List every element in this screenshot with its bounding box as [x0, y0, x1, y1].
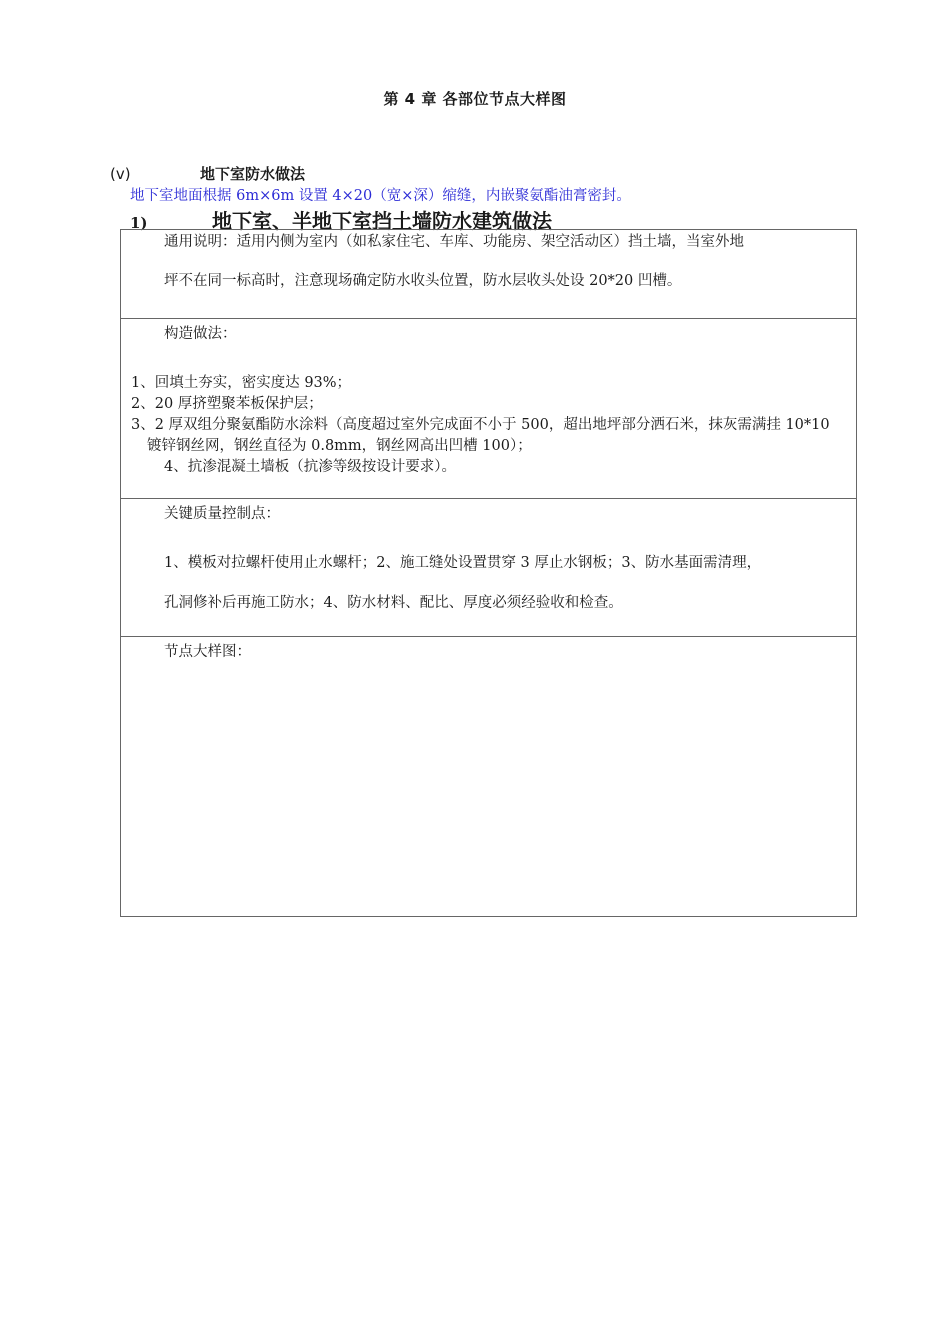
general-line-2: 坪不在同一标高时，注意现场确定防水收头位置，防水层收头处设 20*20 凹槽。: [164, 273, 682, 289]
section-note: 地下室地面根据 6m×6m 设置 4×20（宽×深）缩缝，内嵌聚氨酯油膏密封。: [130, 188, 631, 204]
quality-line-1: 1、模板对拉螺杆使用止水螺杆；2、施工缝处设置贯穿 3 厚止水钢板；3、防水基面需清理，: [164, 555, 762, 571]
construction-item-1: 1、回填土夯实，密实度达 93%；: [131, 375, 352, 391]
section-number: (v): [110, 165, 131, 183]
detail-cell: [121, 637, 857, 917]
spec-table: [120, 229, 857, 917]
construction-item-2: 2、20 厚挤塑聚苯板保护层；: [131, 396, 323, 412]
quality-cell: [121, 499, 857, 637]
detail-label: 节点大样图：: [164, 644, 251, 660]
general-cell: [121, 230, 857, 319]
construction-item-3: 3、2 厚双组分聚氨酯防水涂料（高度超过室外完成面不小于 500，超出地坪部分洒石米，抹灰需满挂 10*10 镀锌钢丝网，钢丝直径为 0.8mm，钢丝网高出凹槽 100）；: [131, 417, 830, 454]
quality-label: 关键质量控制点：: [164, 506, 280, 522]
chapter-title: 第 4 章 各部位节点大样图: [383, 90, 567, 108]
subsection-number: 1): [130, 214, 148, 232]
subsection-title: 地下室、半地下室挡土墙防水建筑做法: [212, 209, 552, 233]
section-heading: [110, 163, 305, 184]
quality-line-2: 孔洞修补后再施工防水；4、防水材料、配比、厚度必须经验收和检查。: [164, 595, 623, 611]
construction-item-4: 4、抗渗混凝土墙板（抗渗等级按设计要求）。: [164, 459, 456, 475]
section-title: 地下室防水做法: [200, 165, 306, 183]
construction-label: 构造做法：: [164, 326, 237, 342]
general-line-1: 通用说明：适用内侧为室内（如私家住宅、车库、功能房、架空活动区）挡土墙，当室外地: [164, 234, 744, 250]
construction-cell: [121, 319, 857, 499]
